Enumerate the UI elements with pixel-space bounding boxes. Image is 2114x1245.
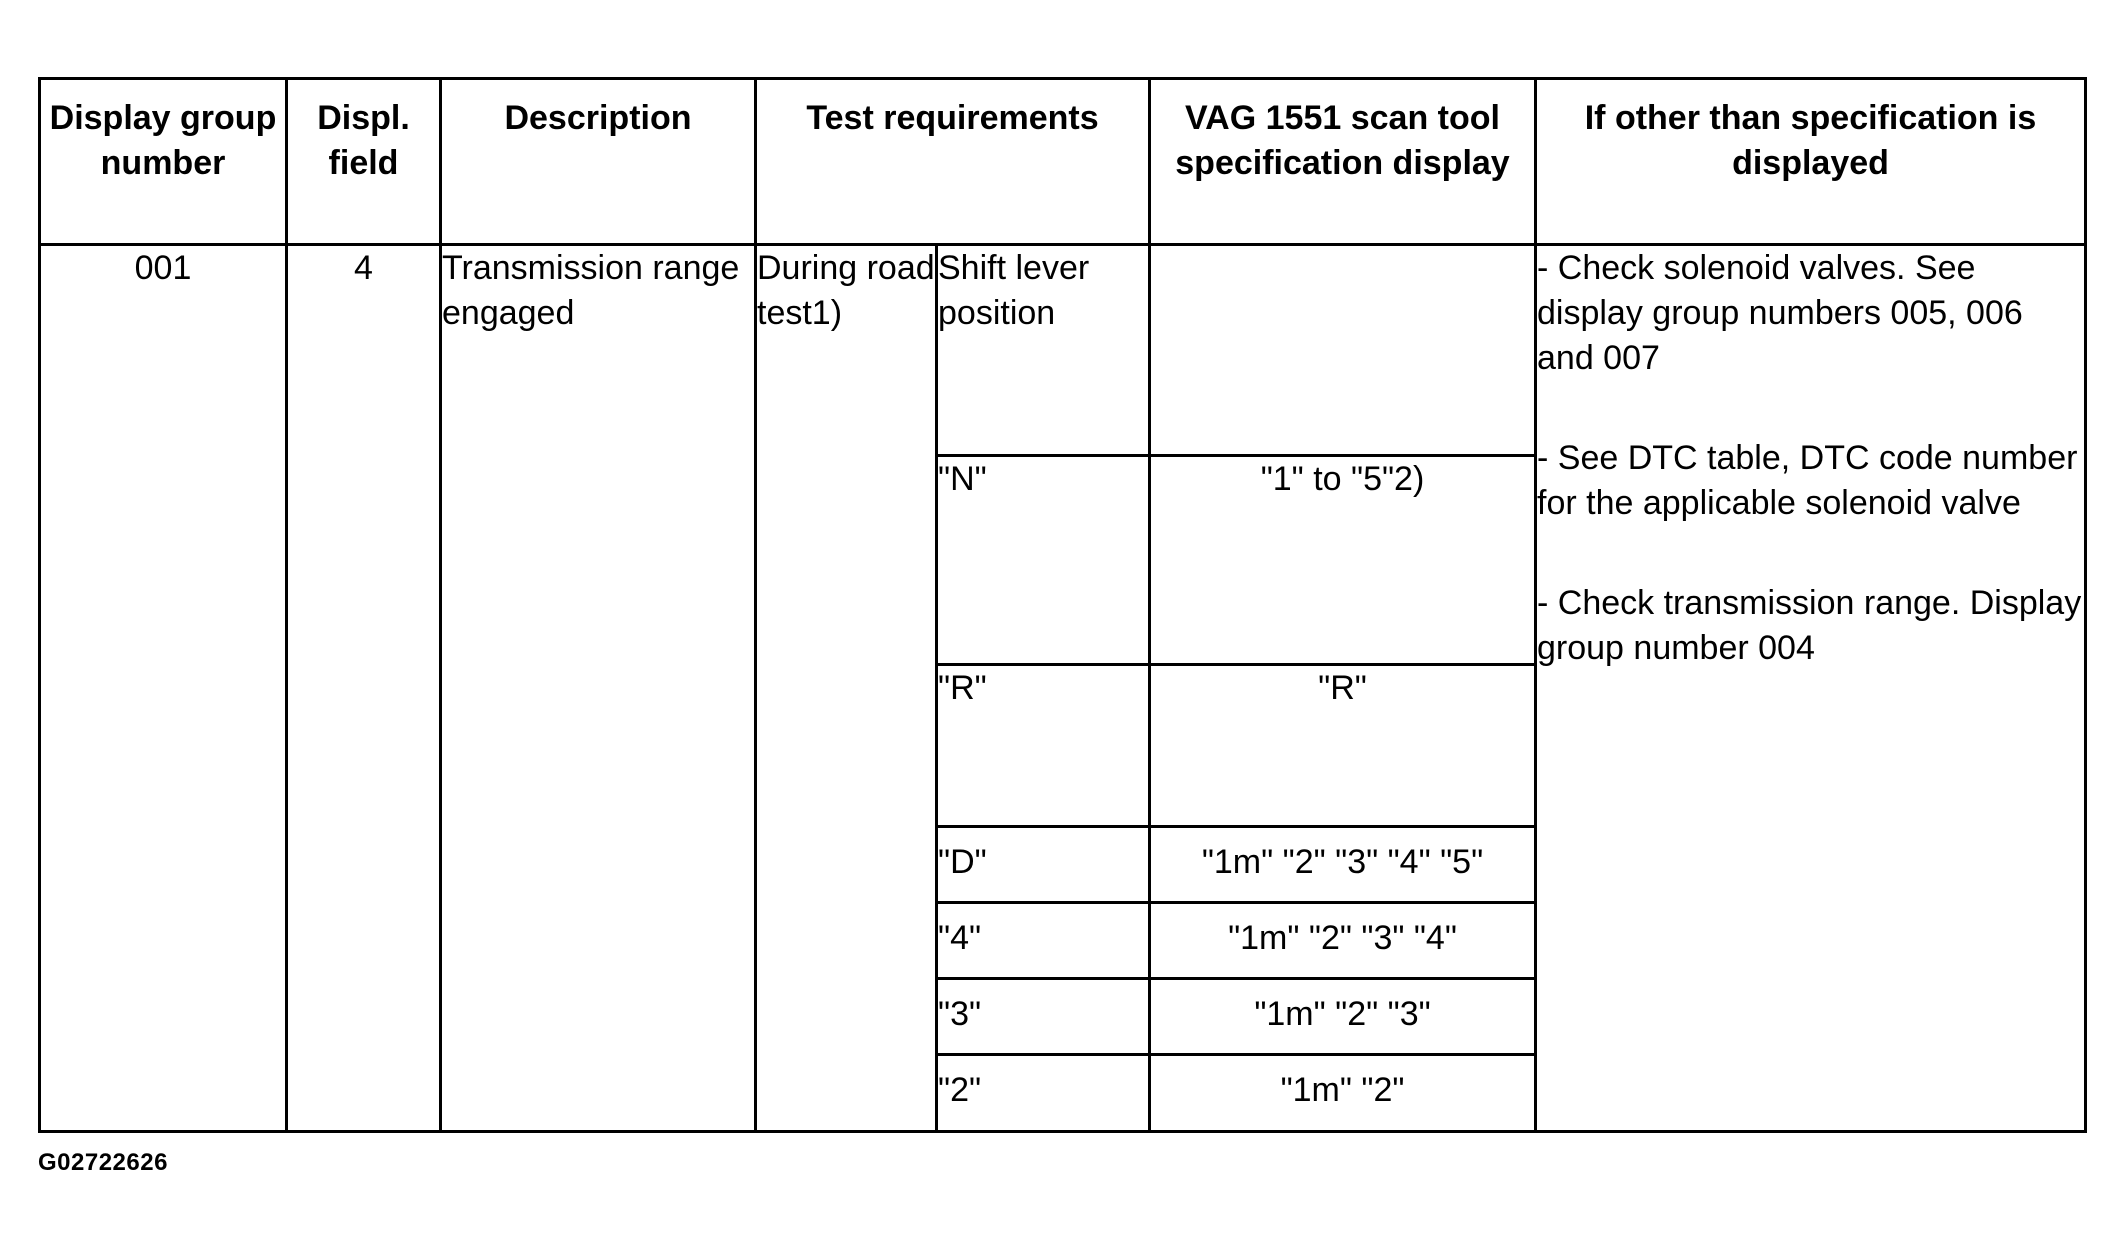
shift-position-cell: "2" bbox=[937, 1055, 1150, 1132]
spec-value-cell: "1m" "2" "3" bbox=[1150, 979, 1536, 1055]
header-description: Description bbox=[441, 79, 756, 245]
shift-header-cell: Shift lever position bbox=[938, 249, 1090, 332]
group-number-cell: 001 bbox=[40, 245, 287, 1132]
field-cell: 4 bbox=[287, 245, 441, 1132]
test-condition-cell: During road test1) bbox=[756, 245, 937, 1132]
spec-value-cell: "1m" "2" bbox=[1150, 1055, 1536, 1132]
shift-position-cell: "N" bbox=[937, 456, 1150, 665]
header-test-requirements: Test requirements bbox=[756, 79, 1150, 245]
shift-position-cell: "3" bbox=[937, 979, 1150, 1055]
spec-blank-cell bbox=[1150, 245, 1536, 456]
shift-position-cell: "D" bbox=[937, 827, 1150, 903]
figure-id: G02722626 bbox=[38, 1149, 168, 1176]
shift-position-cell: "R" bbox=[937, 665, 1150, 827]
table-row bbox=[40, 245, 2086, 456]
description-cell: Transmission range engaged bbox=[441, 245, 756, 1132]
remedy-item: - See DTC table, DTC code number for the applicable solenoid valve bbox=[1537, 439, 2078, 522]
header-displ-field: Displ. field bbox=[287, 79, 441, 245]
spec-value-cell: "R" bbox=[1150, 665, 1536, 827]
spec-value-cell: "1m" "2" "3" "4" bbox=[1150, 903, 1536, 979]
remedy-cell bbox=[1536, 245, 2086, 1132]
diagnostic-table bbox=[38, 77, 2087, 1133]
header-scan-tool-spec: VAG 1551 scan tool specification display bbox=[1150, 79, 1536, 245]
remedy-item: - Check solenoid valves. See display group numbers 005, 006 and 007 bbox=[1537, 249, 2023, 377]
header-display-group-number: Display group number bbox=[40, 79, 287, 245]
remedy-item: - Check transmission range. Display group number 004 bbox=[1537, 584, 2082, 667]
shift-position-cell: "4" bbox=[937, 903, 1150, 979]
spec-value-cell: "1m" "2" "3" "4" "5" bbox=[1150, 827, 1536, 903]
spec-value-cell: "1" to "5"2) bbox=[1150, 456, 1536, 665]
header-if-other: If other than specification is displayed bbox=[1536, 79, 2086, 245]
header-row bbox=[40, 79, 2086, 245]
